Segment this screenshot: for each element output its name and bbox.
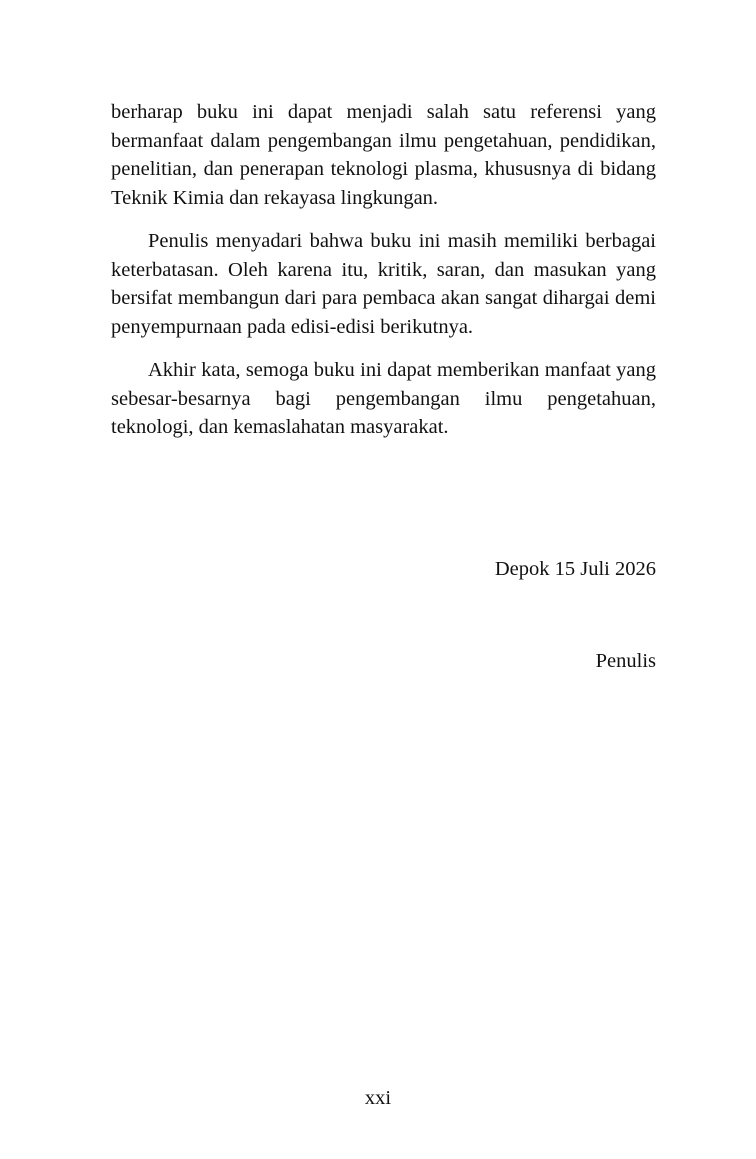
paragraph-continued: berharap buku ini dapat menjadi salah satu referensi yang bermanfaat dalam pengembangan ilmu pengetahuan, pendidikan, penelitian, dan penerapan teknologi plasma, khususnya di bidang Teknik Kimia dan rekayasa lingkungan.: [111, 101, 656, 209]
page-number: xxi: [364, 1087, 392, 1109]
place-and-date: Depok 15 Juli 2026: [494, 558, 656, 580]
paragraph-closing-remarks: Akhir kata, semoga buku ini dapat memberikan manfaat yang sebesar-besarnya bagi pengembangan ilmu pengetahuan, teknologi, dan kemaslahatan masyarakat.: [111, 359, 656, 438]
paragraph-limitations: Penulis menyadari bahwa buku ini masih memiliki berbagai keterbatasan. Oleh karena itu, kritik, saran, dan masukan yang bersifat membangun dari para pembaca akan sangat dihargai demi penyempurnaan pada edisi-edisi berikutnya.: [111, 230, 656, 338]
body-text: [111, 98, 656, 457]
author-signature-label: Penulis: [595, 650, 656, 672]
